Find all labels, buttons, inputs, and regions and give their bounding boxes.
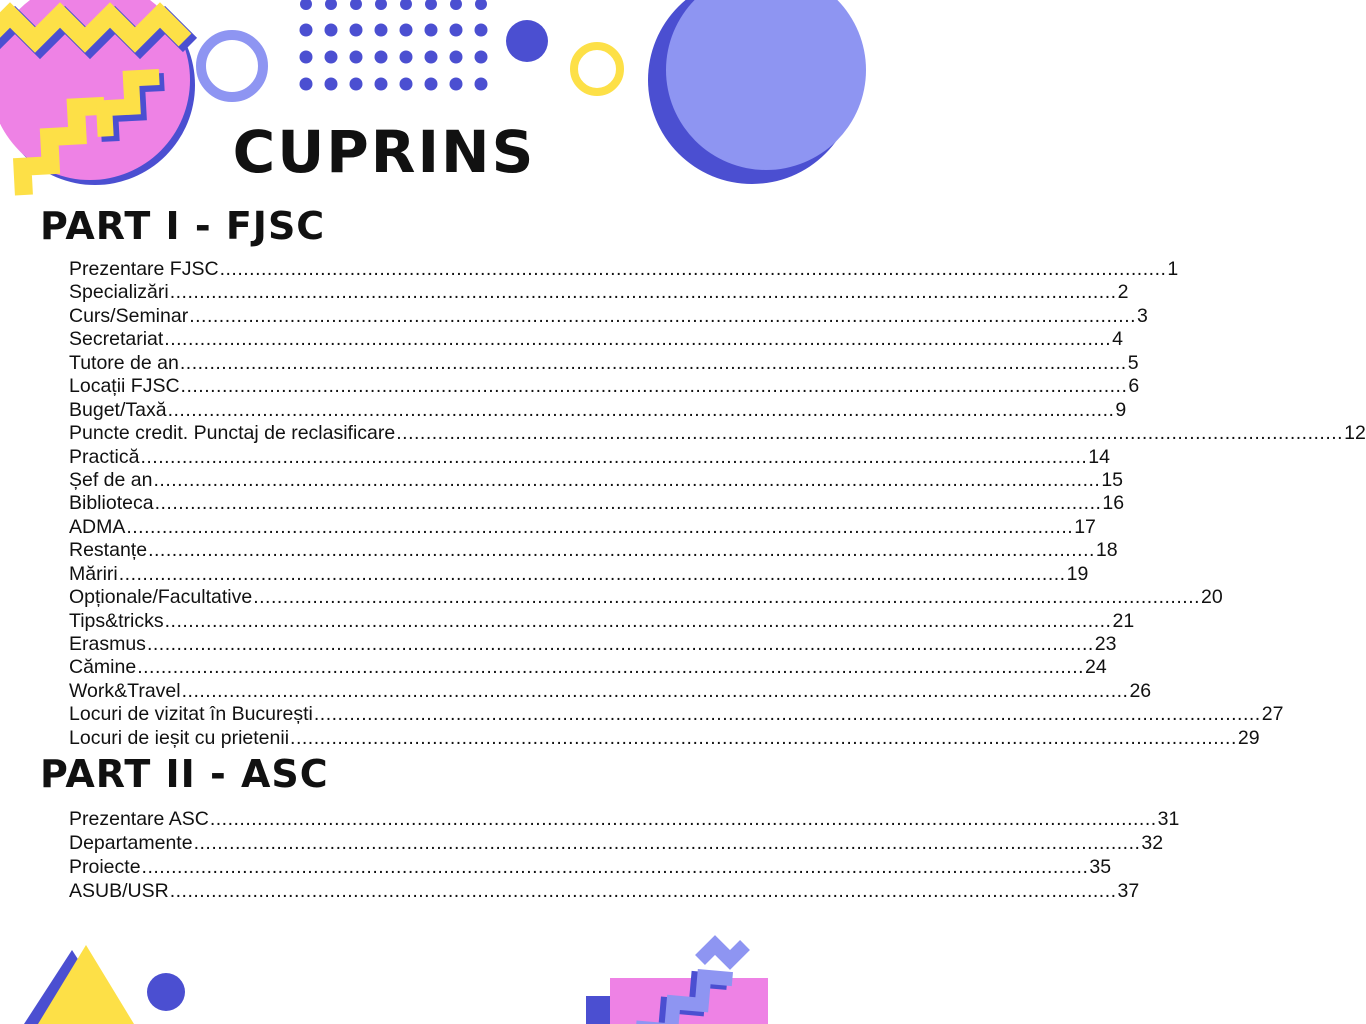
toc-entry[interactable]: [69, 633, 1117, 656]
dot-leader: ................................................................................................................................................................: [313, 703, 1261, 726]
toc-entry-label: Work&Travel: [69, 679, 181, 702]
dot-leader: ................................................................................................................................................................: [118, 562, 1066, 585]
toc-entry[interactable]: [69, 468, 1124, 492]
toc-entry-page: 29: [1237, 726, 1260, 749]
toc-entry-label: Prezentare FJSC: [69, 258, 219, 280]
dot-leader: ................................................................................................................................................................: [179, 351, 1127, 374]
toc-entry[interactable]: [69, 398, 1127, 422]
toc-entry[interactable]: [69, 281, 1129, 304]
toc-entry-page: 23: [1094, 633, 1117, 655]
toc-entry[interactable]: [69, 880, 1140, 904]
dot-leader: ................................................................................................................................................................: [396, 422, 1344, 445]
toc-entry-page: 32: [1141, 832, 1164, 854]
toc-entry-page: 1: [1167, 258, 1179, 280]
toc-entry[interactable]: [69, 258, 1179, 281]
toc-entry-page: 5: [1127, 351, 1139, 374]
toc-entry-page: 4: [1112, 328, 1123, 351]
toc-entry-label: Tips&tricks: [69, 609, 164, 632]
toc-entry[interactable]: [69, 726, 1260, 750]
toc-entry-page: 14: [1088, 445, 1110, 468]
dot-leader: ................................................................................................................................................................: [148, 539, 1095, 562]
toc-entry[interactable]: [69, 445, 1110, 469]
toc-entry-page: 18: [1095, 539, 1118, 562]
toc-entry-label: Curs/Seminar: [69, 304, 189, 327]
toc-entry[interactable]: [69, 609, 1135, 633]
toc-entry-label: Proiecte: [69, 856, 141, 878]
part-1-toc-list: [69, 258, 1366, 750]
dot-grid-decoration: [300, 0, 488, 91]
toc-entry[interactable]: [69, 375, 1140, 398]
toc-entry-label: Practică: [69, 445, 140, 468]
toc-entry-label: Puncte credit. Punctaj de reclasificare: [69, 422, 396, 445]
lavender-ring-decoration: [201, 35, 263, 97]
toc-entry-label: Șef de an: [69, 468, 153, 491]
toc-entry-label: Opționale/Facultative: [69, 586, 253, 609]
bottom-blue-dot-decoration: [147, 973, 185, 1011]
toc-entry[interactable]: [69, 539, 1118, 562]
toc-entry-page: 31: [1157, 808, 1180, 830]
bottom-left-triangle-decoration: [24, 945, 134, 1024]
toc-entry[interactable]: [69, 856, 1112, 880]
dot-leader: ................................................................................................................................................................: [181, 679, 1129, 702]
dot-leader: ................................................................................................................................................................: [193, 832, 1141, 854]
toc-entry-label: ASUB/USR: [69, 880, 169, 902]
toc-entry-page: 6: [1128, 375, 1140, 398]
toc-entry-page: 12: [1344, 422, 1366, 445]
toc-entry[interactable]: [69, 515, 1096, 539]
blue-dot-decoration: [506, 20, 548, 62]
toc-entry[interactable]: [69, 703, 1284, 726]
toc-entry-label: Tutore de an: [69, 351, 179, 374]
toc-entry-label: Restanțe: [69, 539, 148, 562]
dot-leader: ................................................................................................................................................................: [164, 328, 1112, 351]
dot-leader: ................................................................................................................................................................: [126, 515, 1074, 538]
toc-entry-label: Prezentare ASC: [69, 808, 209, 830]
toc-entry-label: Specializări: [69, 281, 169, 304]
dot-leader: ................................................................................................................................................................: [219, 258, 1167, 280]
page-title: CUPRINS: [232, 118, 536, 186]
toc-entry-label: Secretariat: [69, 328, 164, 351]
dot-leader: ................................................................................................................................................................: [164, 609, 1112, 632]
toc-entry-page: 16: [1102, 492, 1125, 515]
toc-entry-label: Locuri de vizitat în București: [69, 703, 313, 726]
toc-entry-page: 9: [1115, 398, 1127, 421]
toc-entry-page: 20: [1201, 586, 1223, 609]
toc-entry[interactable]: [69, 679, 1152, 703]
toc-entry-label: Locații FJSC: [69, 375, 180, 398]
dot-leader: ................................................................................................................................................................: [253, 586, 1201, 609]
toc-entry-page: 37: [1117, 880, 1140, 902]
yellow-ring-decoration: [574, 46, 620, 92]
toc-entry-page: 21: [1112, 609, 1135, 632]
toc-entry-label: ADMA: [69, 515, 126, 538]
toc-entry-page: 35: [1089, 856, 1112, 878]
toc-entry[interactable]: [69, 586, 1223, 609]
toc-entry[interactable]: [69, 562, 1089, 586]
dot-leader: ................................................................................................................................................................: [140, 445, 1088, 468]
toc-entry[interactable]: [69, 492, 1125, 515]
toc-entry-page: 2: [1117, 281, 1129, 304]
dot-leader: ................................................................................................................................................................: [169, 281, 1117, 304]
dot-leader: ................................................................................................................................................................: [154, 492, 1102, 515]
toc-entry[interactable]: [69, 422, 1366, 445]
dot-leader: ................................................................................................................................................................: [189, 304, 1137, 327]
dot-leader: ................................................................................................................................................................: [167, 398, 1115, 421]
toc-entry-label: Măriri: [69, 562, 118, 585]
toc-entry-label: Cămine: [69, 656, 137, 679]
dot-leader: ................................................................................................................................................................: [169, 880, 1117, 902]
toc-entry[interactable]: [69, 304, 1148, 328]
toc-entry-label: Biblioteca: [69, 492, 154, 515]
dot-leader: ................................................................................................................................................................: [290, 726, 1237, 749]
part-2-toc-list: [69, 808, 1180, 904]
bottom-right-block-decoration: [586, 945, 768, 1024]
dot-leader: ................................................................................................................................................................: [153, 468, 1101, 491]
part-1-heading: PART I - FJSC: [40, 204, 326, 248]
toc-entry[interactable]: [69, 328, 1123, 351]
toc-entry-label: Buget/Taxă: [69, 398, 167, 421]
dot-leader: ................................................................................................................................................................: [146, 633, 1094, 655]
toc-entry-page: 17: [1074, 515, 1096, 538]
toc-entry-page: 26: [1129, 679, 1152, 702]
toc-entry-label: Erasmus: [69, 633, 146, 655]
dot-leader: ................................................................................................................................................................: [141, 856, 1089, 878]
dot-leader: ................................................................................................................................................................: [180, 375, 1128, 398]
toc-entry-page: 15: [1101, 468, 1124, 491]
part-2-heading: PART II - ASC: [40, 752, 329, 796]
toc-entry-label: Locuri de ieșit cu prietenii: [69, 726, 290, 749]
dot-leader: ................................................................................................................................................................: [209, 808, 1157, 830]
toc-entry-label: Departamente: [69, 832, 193, 854]
toc-entry[interactable]: [69, 832, 1164, 856]
toc-entry-page: 3: [1137, 304, 1148, 327]
dot-leader: ................................................................................................................................................................: [137, 656, 1085, 679]
toc-entry-page: 27: [1261, 703, 1284, 726]
toc-entry[interactable]: [69, 656, 1107, 679]
toc-entry-page: 19: [1066, 562, 1089, 585]
toc-entry[interactable]: [69, 351, 1139, 375]
toc-entry-page: 24: [1085, 656, 1107, 679]
toc-entry[interactable]: [69, 808, 1180, 832]
